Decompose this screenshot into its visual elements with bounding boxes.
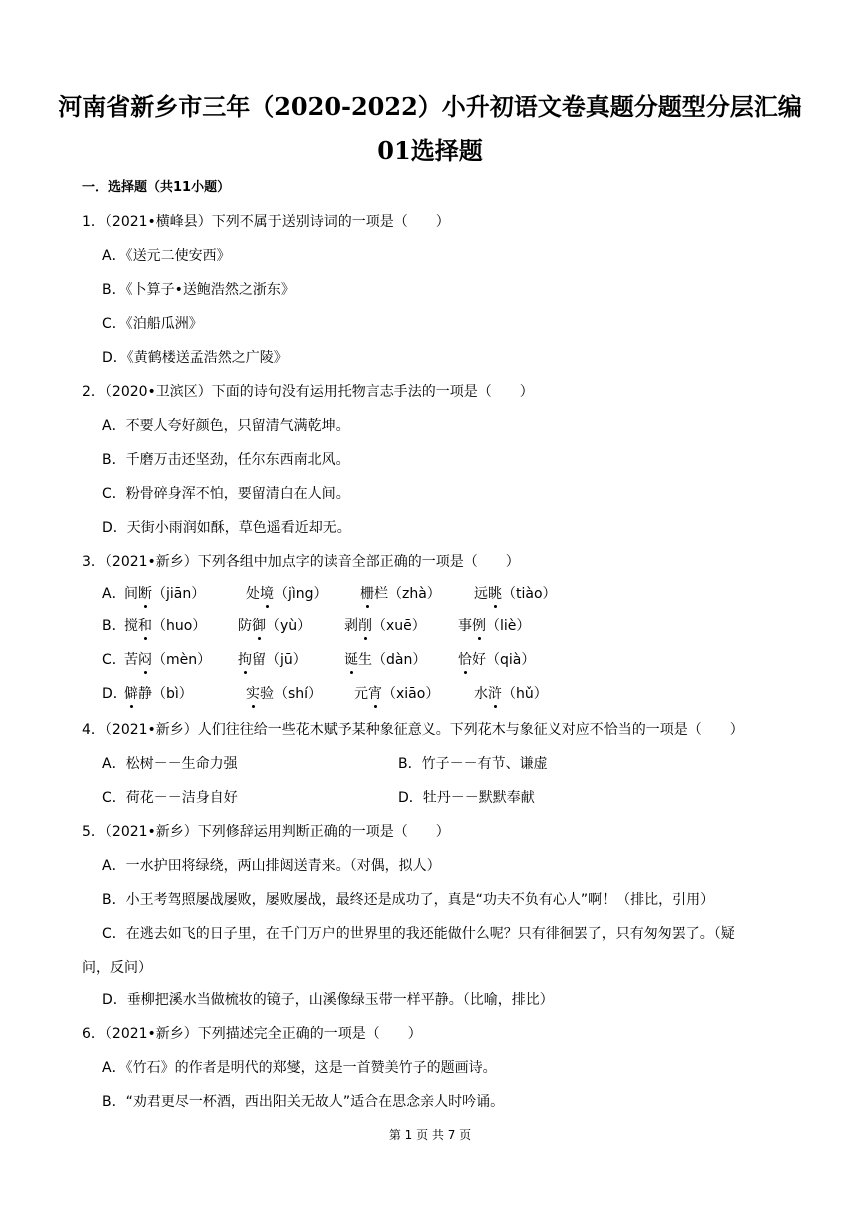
question-6-option-b: B．“劝君更尽一杯酒，西出阳关无故人”适合在思念亲人时吟诵。 [102,1094,505,1110]
dotted-char: 宵 [368,686,382,702]
dotted-char: 拘 [238,652,252,668]
dotted-char: 例 [472,618,486,634]
option-item: 间断（jiān） [124,586,206,602]
dotted-char: 和 [138,618,152,634]
question-4-stem: 4．（2021•新乡）人们往往给一些花木赋予某种象征意义。下列花木与象征义对应不恰当的一项是（ ） [82,722,744,738]
question-4-option-c: C．荷花－－洁身自好 [102,790,238,806]
dotted-char: 浒 [488,686,502,702]
option-label: A． [102,586,126,602]
question-5-option-c: C．在逃去如飞的日子里，在千门万户的世界里的我还能做什么呢？只有徘徊罢了，只有匆匆罢了。（疑 [102,926,735,942]
question-5-option-a: A．一水护田将绿绕，两山排闼送青来。（对偶，拟人） [102,858,441,874]
question-1-stem: 1．（2021•横峰县）下列不属于送别诗词的一项是（ ） [82,214,450,230]
question-1-option-c: C．《泊船瓜洲》 [102,316,203,332]
option-item: 僻静（bì） [124,686,193,702]
question-1-option-b: B．《卜算子•送鲍浩然之浙东》 [102,282,295,298]
question-5-option-c-continued: 问，反问） [82,960,152,976]
dotted-char: 眺 [488,586,502,602]
dotted-char: 实 [246,686,260,702]
option-item: 水浒（hǔ） [474,686,548,702]
question-2-option-b: B．千磨万击还坚劲，任尔东西南北风。 [102,452,350,468]
dotted-char: 削 [358,618,372,634]
question-6-stem: 6．（2021•新乡）下列描述完全正确的一项是（ ） [82,1026,422,1042]
question-4-option-a: A．松树－－生命力强 [102,756,238,772]
dotted-char: 恰 [458,652,472,668]
option-item: 苦闷（mèn） [124,652,212,668]
question-4-option-d: D．牡丹－－默默奉献 [398,790,535,806]
dotted-char: 诞 [344,652,358,668]
option-item: 事例（liè） [458,618,531,634]
question-6-option-a: A．《竹石》的作者是明代的郑燮，这是一首赞美竹子的题画诗。 [102,1060,497,1076]
option-item: 远眺（tiào） [474,586,557,602]
question-1-option-a: A．《送元二使安西》 [102,248,231,264]
question-4-option-b: B．竹子－－有节、谦虚 [398,756,548,772]
dotted-char: 闷 [138,652,152,668]
question-3-stem: 3．（2021•新乡）下列各组中加点字的读音全部正确的一项是（ ） [82,554,520,570]
option-item: 处境（jìng） [246,586,328,602]
document-title-line2: 01选择题 [377,136,483,165]
question-2-option-c: C．粉骨碎身浑不怕，要留清白在人间。 [102,486,350,502]
option-item: 剥削（xuē） [344,618,426,634]
question-1-option-d: D．《黄鹤楼送孟浩然之广陵》 [102,350,288,366]
option-item: 恰好（qià） [458,652,536,668]
option-item: 搅和（huo） [124,618,207,634]
option-item: 拘留（jū） [238,652,307,668]
question-5-stem: 5．（2021•新乡）下列修辞运用判断正确的一项是（ ） [82,824,450,840]
section-heading: 一．选择题（共11小题） [82,180,231,195]
question-5-option-b: B．小王考驾照屡战屡败，屡败屡战，最终还是成功了，真是“功夫不负有心人”啊！（排比，引用） [102,892,715,908]
option-item: 诞生（dàn） [344,652,427,668]
option-item: 实验（shí） [246,686,323,702]
page-footer: 第 1 页 共 7 页 [388,1128,472,1142]
document-title-line1: 河南省新乡市三年（2020-2022）小升初语文卷真题分题型分层汇编 [58,92,802,121]
option-label: B． [102,618,126,634]
question-5-option-d: D．垂柳把溪水当做梳妆的镜子，山溪像绿玉带一样平静。（比喻，排比） [102,992,554,1008]
question-2-option-a: A．不要人夸好颜色，只留清气满乾坤。 [102,418,350,434]
option-label: D． [102,686,127,702]
dotted-char: 僻 [124,686,138,702]
dotted-char: 境 [260,586,274,602]
option-label: C． [102,652,126,668]
dotted-char: 御 [252,618,266,634]
dotted-char: 断 [138,586,152,602]
option-item: 元宵（xiāo） [354,686,440,702]
question-2-stem: 2．（2020•卫滨区）下面的诗句没有运用托物言志手法的一项是（ ） [82,384,534,400]
question-2-option-d: D．天街小雨润如酥，草色遥看近却无。 [102,520,351,536]
option-item: 防御（yù） [238,618,312,634]
option-item: 栅栏（zhà） [360,586,441,602]
dotted-char: 栅 [360,586,374,602]
